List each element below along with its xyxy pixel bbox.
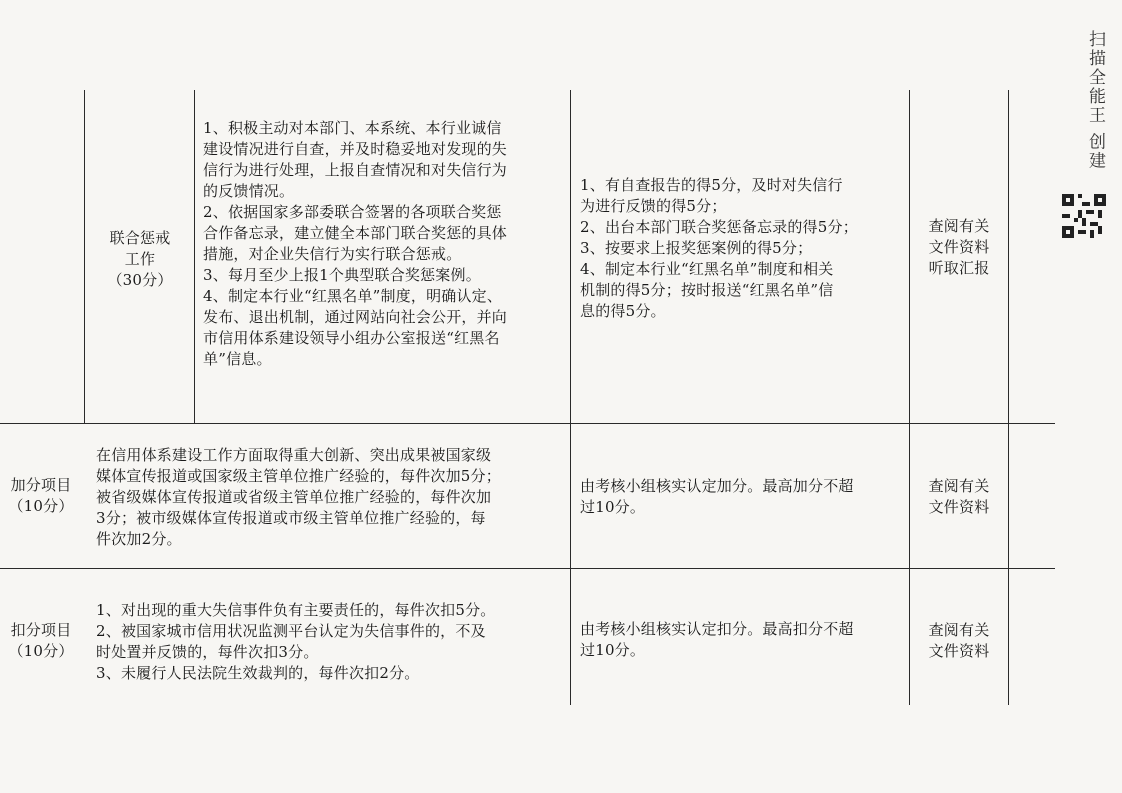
row-1-scoring: 1、有自查报告的得5分，及时对失信行 为进行反馈的得5分； 2、出台本部门联合奖惩备忘录的得5分； 3、按要求上报奖惩案例的得5分； 4、制定本行业“红黑名单”制度和相关 机制的得5分；按时报送“红黑名单”信 息的得5分。 [580, 176, 858, 320]
row-2-requirements: 在信用体系建设工作方面取得重大创新、突出成果被国家级 媒体宣传报道或国家级主管单位推广经验的，每件次加5分； 被省级媒体宣传报道或省级主管单位推广经验的，每件次加 3分；被市级媒体宣传报道或市级主管单位推广经验的，每 件次加2分。 [96, 446, 501, 548]
scanner-stamp: 扫描全能王 创建 [1085, 30, 1105, 171]
row-3-requirements: 1、对出现的重大失信事件负有主要责任的，每件次扣5分。 2、被国家城市信用状况监测平台认定为失信事件的，不及 时处置并反馈的，每件次扣3分。 3、未履行人民法院生效裁判的，每件次扣2分。 [96, 601, 496, 682]
table-vline [570, 90, 571, 705]
row-3-category: 扣分项目 （10分） [8, 621, 74, 660]
row-2-method: 查阅有关 文件资料 [928, 477, 990, 516]
table-vline [909, 90, 910, 705]
row-2-scoring: 由考核小组核实认定加分。最高加分不超 过10分。 [580, 477, 854, 516]
row-2-category: 加分项目 （10分） [8, 476, 74, 515]
qr-code-icon [1062, 194, 1106, 238]
row-3-scoring: 由考核小组核实认定扣分。最高扣分不超 过10分。 [580, 620, 854, 659]
table-vline [1008, 90, 1009, 705]
table-hline [0, 423, 1055, 424]
table-vline [194, 90, 195, 423]
row-1-category: 联合惩戒 工作 （30分） [107, 229, 173, 289]
table-vline [84, 90, 85, 423]
row-1-method: 查阅有关 文件资料 听取汇报 [928, 217, 990, 277]
row-3-method: 查阅有关 文件资料 [928, 621, 990, 660]
row-1-requirements: 1、积极主动对本部门、本系统、本行业诚信 建设情况进行自查，并及时稳妥地对发现的失 信行为进行处理，上报自查情况和对失信行为 的反馈情况。 2、依据国家多部委联合签署的各项联合奖惩 合作备忘录，建立健全本部门联合奖惩的具体 措施，对企业失信行为实行联合惩戒。 3、每月至少上报1个典型联合奖惩案例。 4、制定本行业“红黑名单”制度，明确认定、 发布、退出机制，通过网站向社会公开，并向 市信用体系建设领导小组办公室报送“红黑名 单”信息。 [203, 119, 508, 368]
table-hline [0, 568, 1055, 569]
